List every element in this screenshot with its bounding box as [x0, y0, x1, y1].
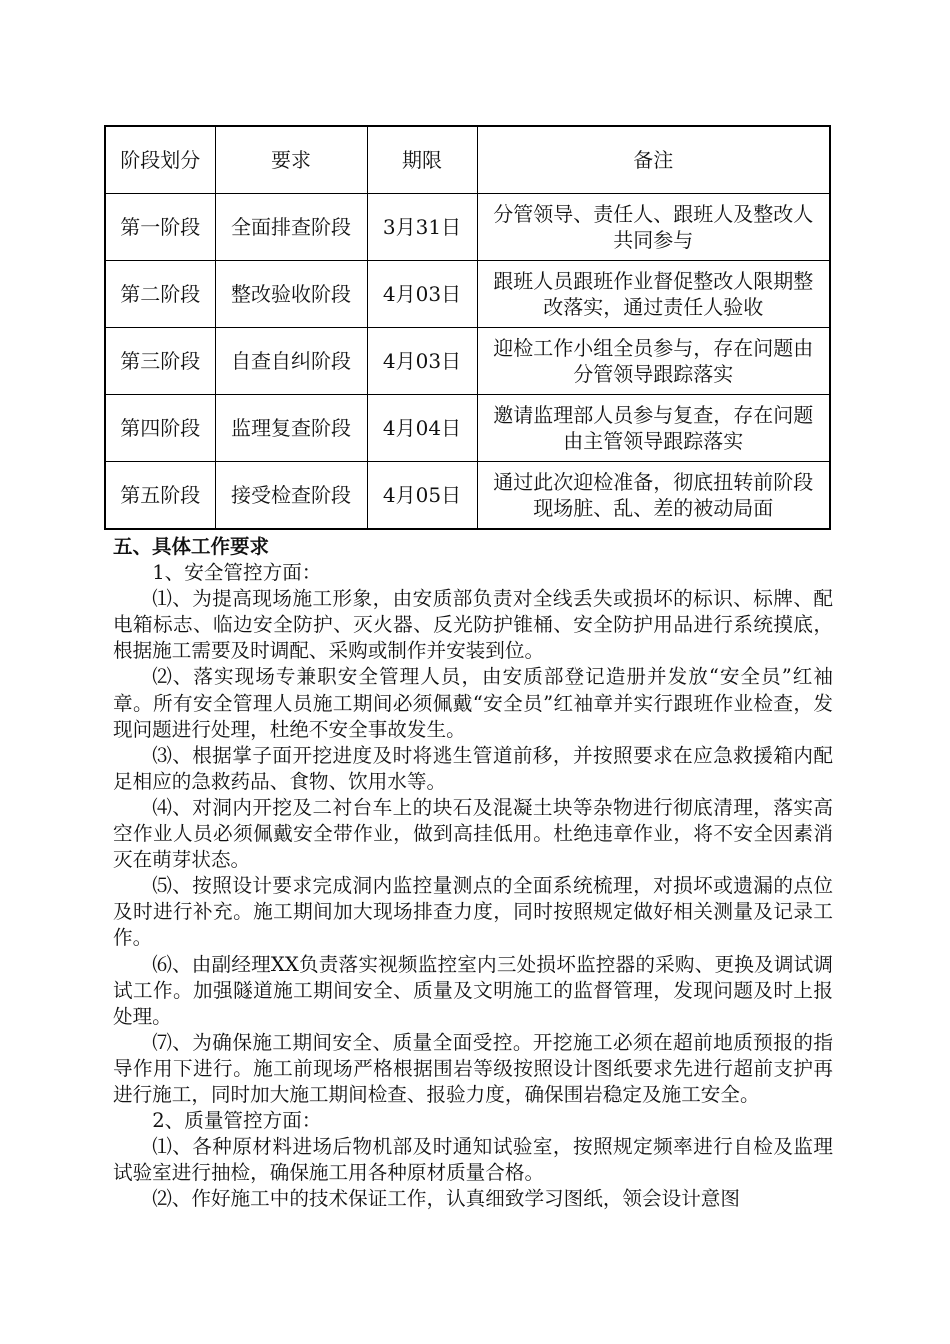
paragraph: ⑸、按照设计要求完成洞内监控量测点的全面系统梳理，对损坏或遗漏的点位及时进行补充。施工期间加大现场排查力度，同时按照规定做好相关测量及记录工作。: [113, 874, 833, 950]
cell-requirement: 整改验收阶段: [215, 261, 367, 328]
cell-stage: 第一阶段: [105, 194, 215, 261]
header-requirement: 要求: [215, 126, 367, 194]
cell-requirement: 监理复查阶段: [215, 395, 367, 462]
cell-deadline: 4月04日: [367, 395, 477, 462]
cell-stage: 第五阶段: [105, 462, 215, 530]
cell-note: 迎检工作小组全员参与，存在问题由分管领导跟踪落实: [477, 328, 830, 395]
cell-deadline: 4月03日: [367, 261, 477, 328]
cell-stage: 第三阶段: [105, 328, 215, 395]
cell-requirement: 接受检查阶段: [215, 462, 367, 530]
cell-requirement: 全面排查阶段: [215, 194, 367, 261]
table-row: [105, 462, 830, 530]
cell-stage: 第二阶段: [105, 261, 215, 328]
paragraph: 2、质量管控方面：: [152, 1109, 322, 1133]
cell-note: 跟班人员跟班作业督促整改人限期整改落实，通过责任人验收: [477, 261, 830, 328]
table-row: [105, 261, 830, 328]
header-note: 备注: [477, 126, 830, 194]
cell-requirement: 自查自纠阶段: [215, 328, 367, 395]
paragraph: ⑶、根据掌子面开挖进度及时将逃生管道前移，并按照要求在应急救援箱内配足相应的急救药品、食物、饮用水等。: [113, 743, 833, 793]
header-stage: 阶段划分: [105, 126, 215, 194]
cell-deadline: 3月31日: [367, 194, 477, 261]
table-row: [105, 328, 830, 395]
paragraph: ⑷、对洞内开挖及二衬台车上的块石及混凝土块等杂物进行彻底清理，落实高空作业人员必须佩戴安全带作业，做到高挂低用。杜绝违章作业，将不安全因素消灭在萌芽状态。: [113, 795, 833, 872]
table-row: [105, 395, 830, 462]
table-row: [105, 194, 830, 261]
cell-deadline: 4月05日: [367, 462, 477, 530]
stage-schedule-table: [104, 125, 831, 530]
header-deadline: 期限: [367, 126, 477, 194]
paragraph: ⑵、落实现场专兼职安全管理人员，由安质部登记造册并发放“安全员”红袖章。所有安全管理人员施工期间必须佩戴“安全员”红袖章并实行跟班作业检查，发现问题进行处理，杜绝不安全事故发生。: [113, 665, 833, 741]
section-body: [113, 534, 833, 1212]
cell-deadline: 4月03日: [367, 328, 477, 395]
table-header-row: [105, 126, 830, 194]
cell-note: 分管领导、责任人、跟班人及整改人共同参与: [477, 194, 830, 261]
paragraph: ⑴、各种原材料进场后物机部及时通知试验室，按照规定频率进行自检及监理试验室进行抽检，确保施工用各种原材质量合格。: [113, 1135, 833, 1185]
cell-note: 邀请监理部人员参与复查，存在问题由主管领导跟踪落实: [477, 395, 830, 462]
cell-note: 通过此次迎检准备，彻底扭转前阶段现场脏、乱、差的被动局面: [477, 462, 830, 530]
paragraph: ⑵、作好施工中的技术保证工作，认真细致学习图纸，领会设计意图: [152, 1187, 740, 1211]
paragraph: ⑴、为提高现场施工形象，由安质部负责对全线丢失或损坏的标识、标牌、配电箱标志、临边安全防护、灭火器、反光防护锥桶、安全防护用品进行系统摸底，根据施工需要及时调配、采购或制作并安装到位。: [113, 587, 833, 663]
paragraph: ⑺、为确保施工期间安全、质量全面受控。开挖施工必须在超前地质预报的指导作用下进行。施工前现场严格根据围岩等级按照设计图纸要求先进行超前支护再进行施工，同时加大施工期间检查、报验力度，确保围岩稳定及施工安全。: [113, 1030, 833, 1106]
cell-stage: 第四阶段: [105, 395, 215, 462]
section-heading: 五、具体工作要求: [113, 535, 270, 558]
paragraph: ⑹、由副经理XX负责落实视频监控室内三处损坏监控器的采购、更换及调试调试工作。加强隧道施工期间安全、质量及文明施工的监督管理，发现问题及时上报处理。: [113, 952, 833, 1028]
paragraph: 1、安全管控方面：: [152, 561, 322, 585]
